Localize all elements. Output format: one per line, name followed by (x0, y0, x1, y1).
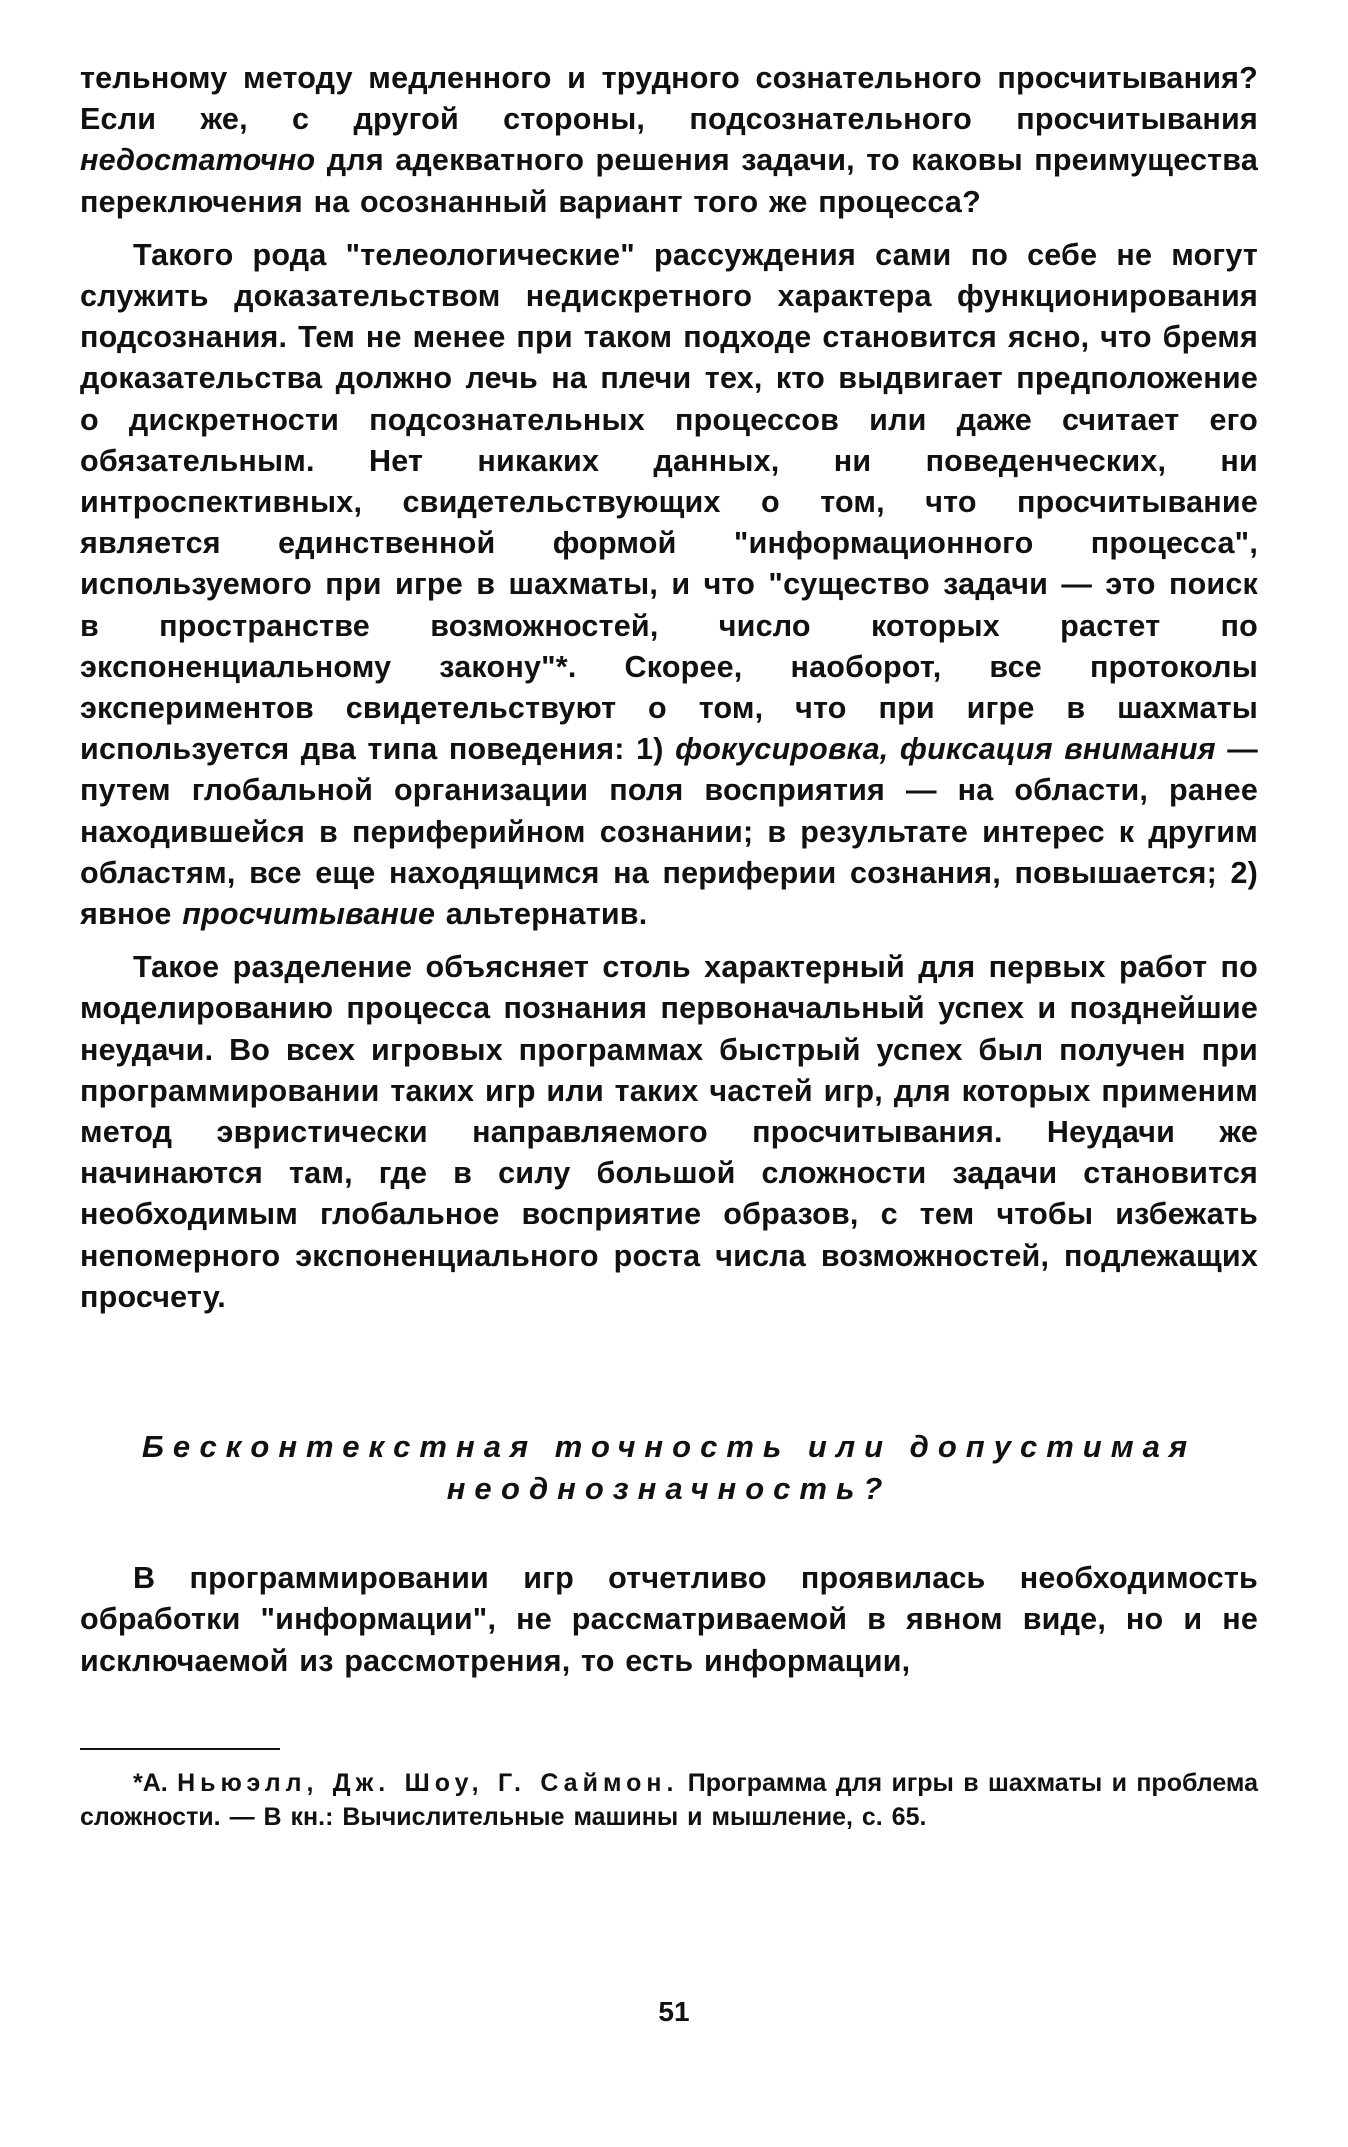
paragraph-2-italic-focusing: фокусировка, фиксация внимания (675, 732, 1216, 767)
section-heading (80, 1426, 1258, 1510)
paragraph-3: Такое разделение объясняет столь характерный для первых работ по моделированию процесса познания первоначальный успех и позднейшие неудачи. Во всех игровых программах быстрый успех был получен при программировании таких игр или таких частей игр, для которых применим метод эвристически направляемого просчитывания. Неудачи же начинаются там, где в силу большой сложности задачи становится необходимым глобальное восприятие образов, с тем чтобы избежать непомерного экспоненциального роста числа возможностей, подлежащих просчету. (80, 950, 1258, 1314)
paragraph-1-italic-insufficient: недостаточно (80, 143, 316, 178)
page-body (80, 58, 1258, 1834)
footnote-divider (80, 1748, 280, 1750)
footnote-marker: *А. (133, 1768, 178, 1797)
paragraph-2-text-a: Такого рода "телеологические" рассуждения сами по себе не могут служить доказательством недискретного характера функционирования подсознания. Тем не менее при таком подходе становится ясно, что бремя доказательства должно лечь на плечи тех, кто выдвигает предположение о дискретности подсознательных процессов или даже считает его обязательным. Нет никаких данных, ни поведенческих, ни интроспективных, свидетельствующих о том, что просчитывание является единственной формой "информационного процесса", используемого при игре в шахматы, и что "существо задачи — это поиск в пространстве возможностей, число которых растет по экспоненциальному закону"*. Скорее, наоборот, все протоколы экспериментов свидетельствуют о том, что при игре в шахматы используется два типа поведения: 1) (80, 237, 1258, 767)
paragraph-1-text-c: для адекватного решения задачи, то каковы преимущества переключения на осознанный вариант того же процесса? (80, 143, 1258, 219)
footnote (80, 1766, 1258, 1834)
paragraph-2-text-c: — путем глобальной организации поля восприятия — на области, ранее находившейся в периферийном сознании; в результате интерес к другим областям, все еще находящимся на периферии сознания, повышается; 2) явное (80, 732, 1258, 932)
page-number: 51 (658, 1996, 690, 2027)
section-heading-line-1: Бесконтекстная точность или допустимая (141, 1429, 1197, 1465)
paragraph-2 (80, 235, 1258, 935)
paragraph-1-text-a: тельному методу медленного и трудного сознательного просчитывания? Если же, с другой стороны, подсознательного просчитывания (80, 61, 1258, 137)
section-heading-line-2: неоднозначность? (446, 1471, 892, 1507)
paragraph-2-text-e: альтернатив. (435, 897, 648, 932)
paragraph-4: В программировании игр отчетливо проявилась необходимость обработки "информации", не рассматриваемой в явном виде, но и не исключаемой из рассмотрения, то есть информации, (80, 1561, 1258, 1678)
footnote-text: Программа для игры в шахматы и проблема сложности. — В кн.: Вычислительные машины и мышление, с. 65. (80, 1768, 1258, 1831)
paragraph-2-italic-counting: просчитывание (182, 897, 436, 932)
footnote-authors: Ньюэлл, Дж. Шоу, Г. Саймон. (177, 1768, 679, 1797)
paragraph-1 (80, 58, 1258, 223)
